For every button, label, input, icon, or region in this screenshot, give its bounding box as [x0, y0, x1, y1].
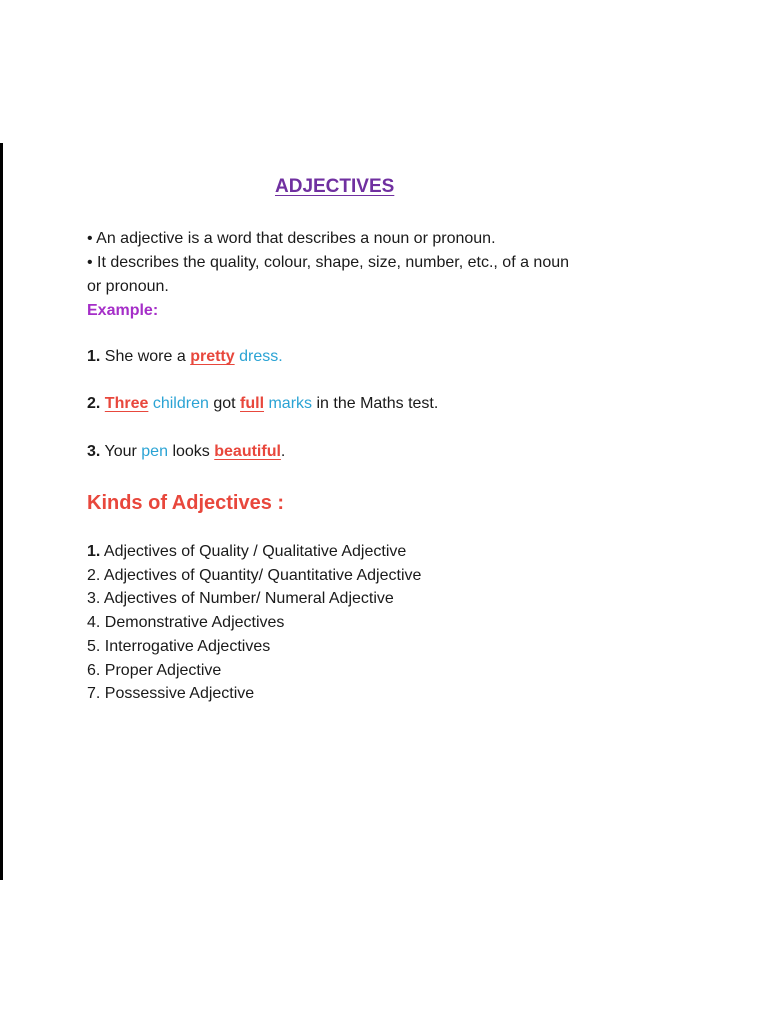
kinds-list-item	[87, 611, 421, 635]
page-left-edge-border	[0, 143, 3, 880]
kinds-item-number: 3.	[87, 590, 101, 608]
kinds-item-text: Adjectives of Quantity/ Quantitative Adjective	[103, 566, 422, 584]
kinds-item-text: Possessive Adjective	[104, 685, 255, 703]
sentence-text: looks	[172, 443, 210, 460]
kinds-item-number: 2.	[87, 566, 101, 584]
kinds-list-item	[87, 659, 421, 683]
noun-word: pen	[141, 443, 168, 460]
kinds-item-text: Adjectives of Quality / Qualitative Adjective	[103, 543, 407, 560]
example-sentence-1	[87, 345, 283, 369]
kinds-item-text: Proper Adjective	[104, 661, 222, 679]
example-number: 1.	[87, 348, 101, 365]
kinds-list-item	[87, 540, 421, 564]
definition-bullet-1: • An adjective is a word that describes a noun or pronoun.	[87, 230, 496, 247]
kinds-list	[87, 540, 421, 706]
page-title: ADJECTIVES	[275, 176, 395, 197]
example-number: 2.	[87, 395, 101, 412]
example-number: 3.	[87, 443, 101, 460]
kinds-item-number: 7.	[87, 685, 101, 703]
kinds-item-number: 1.	[87, 543, 101, 560]
adjective-word: full	[240, 395, 265, 412]
sentence-period: .	[280, 443, 286, 460]
adjective-word: Three	[104, 395, 149, 412]
kinds-list-item	[87, 564, 421, 588]
noun-word: children	[152, 395, 209, 412]
kinds-item-text: Demonstrative Adjectives	[104, 614, 285, 632]
definition-bullet-2-continued: or pronoun.	[87, 278, 169, 295]
noun-word: marks	[268, 395, 313, 412]
adjective-word: pretty	[190, 348, 235, 365]
kinds-item-text: Adjectives of Number/ Numeral Adjective	[103, 590, 394, 608]
sentence-text: Your	[104, 443, 137, 460]
example-sentence-3	[87, 440, 285, 464]
noun-word: dress.	[239, 348, 283, 365]
kinds-item-text: Interrogative Adjectives	[104, 637, 271, 655]
kinds-item-number: 5.	[87, 637, 101, 655]
adjective-word: beautiful	[214, 443, 281, 460]
kinds-list-item	[87, 587, 421, 611]
kinds-item-number: 4.	[87, 614, 101, 632]
kinds-item-number: 6.	[87, 661, 101, 679]
sentence-text: got	[213, 395, 236, 412]
example-label: Example:	[87, 302, 159, 319]
kinds-heading: Kinds of Adjectives :	[87, 492, 285, 514]
kinds-list-item	[87, 635, 421, 659]
sentence-text: in the Maths test.	[316, 395, 439, 412]
kinds-list-item	[87, 682, 421, 706]
definition-bullet-2: • It describes the quality, colour, shape, size, number, etc., of a noun	[87, 254, 570, 271]
sentence-text: She wore a	[104, 348, 186, 365]
example-sentence-2	[87, 392, 438, 416]
